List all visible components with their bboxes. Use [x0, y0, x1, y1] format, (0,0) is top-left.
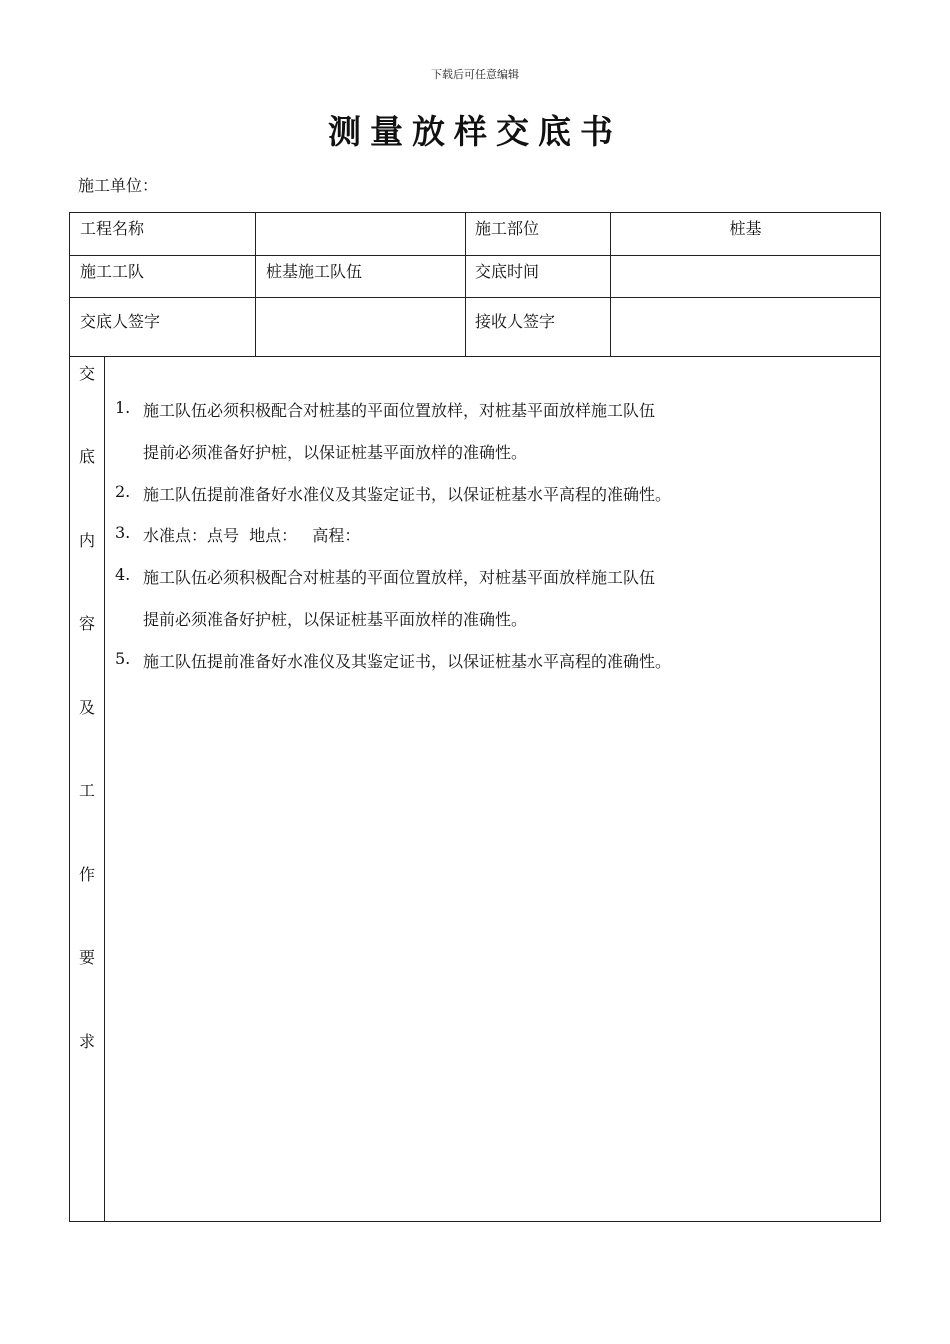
side-label-char: 作	[78, 865, 95, 884]
table-rule-1	[69, 255, 881, 256]
side-label-char: 要	[78, 948, 95, 967]
handover-time-label: 交底时间	[475, 262, 540, 281]
side-label-char: 交	[78, 364, 95, 383]
list-item-number: 2.	[115, 482, 131, 501]
side-label-divider	[104, 356, 105, 1222]
list-item-text: 施工队伍提前准备好水准仪及其鉴定证书，以保证桩基水平高程的准确性。	[143, 652, 672, 671]
list-item-number: 5.	[115, 649, 131, 668]
list-item-text: 水准点：点号 地点： 高程：	[143, 526, 361, 545]
list-item-text: 提前必须准备好护桩，以保证桩基平面放样的准确性。	[143, 610, 528, 629]
table-border-top	[69, 212, 881, 213]
side-label-char: 求	[78, 1032, 95, 1051]
construction-part-value: 桩基	[729, 219, 762, 238]
construction-team-label: 施工工队	[80, 262, 145, 281]
construction-unit-label: 施工单位：	[78, 176, 159, 195]
side-label-char: 内	[78, 531, 95, 550]
header-note: 下载后可任意编辑	[431, 68, 519, 81]
list-item-text: 施工队伍提前准备好水准仪及其鉴定证书，以保证桩基水平高程的准确性。	[143, 485, 672, 504]
document-title: 测量放样交底书	[328, 112, 622, 151]
table-col-divider-2	[465, 212, 466, 357]
list-item-text: 施工队伍必须积极配合对桩基的平面位置放样，对桩基平面放样施工队伍	[143, 401, 656, 420]
receiver-signature-label: 接收人签字	[475, 312, 556, 331]
list-item-number: 1.	[115, 398, 131, 417]
table-rule-2	[69, 297, 881, 298]
table-border-bottom	[69, 1221, 881, 1222]
project-name-label: 工程名称	[80, 219, 145, 238]
list-item-number: 4.	[115, 565, 131, 584]
list-item-text: 提前必须准备好护桩，以保证桩基平面放样的准确性。	[143, 443, 528, 462]
list-item-number: 3.	[115, 523, 131, 542]
construction-part-label: 施工部位	[475, 219, 540, 238]
side-label-char: 容	[78, 614, 95, 633]
handover-signature-label: 交底人签字	[80, 312, 161, 331]
table-rule-3	[69, 356, 881, 357]
table-border-right	[880, 212, 881, 1222]
table-col-divider-1	[255, 212, 256, 357]
construction-team-value: 桩基施工队伍	[266, 262, 363, 281]
side-label-char: 底	[78, 447, 95, 466]
list-item-text: 施工队伍必须积极配合对桩基的平面位置放样，对桩基平面放样施工队伍	[143, 568, 656, 587]
side-label-char: 及	[78, 698, 95, 717]
side-label-char: 工	[78, 781, 95, 800]
